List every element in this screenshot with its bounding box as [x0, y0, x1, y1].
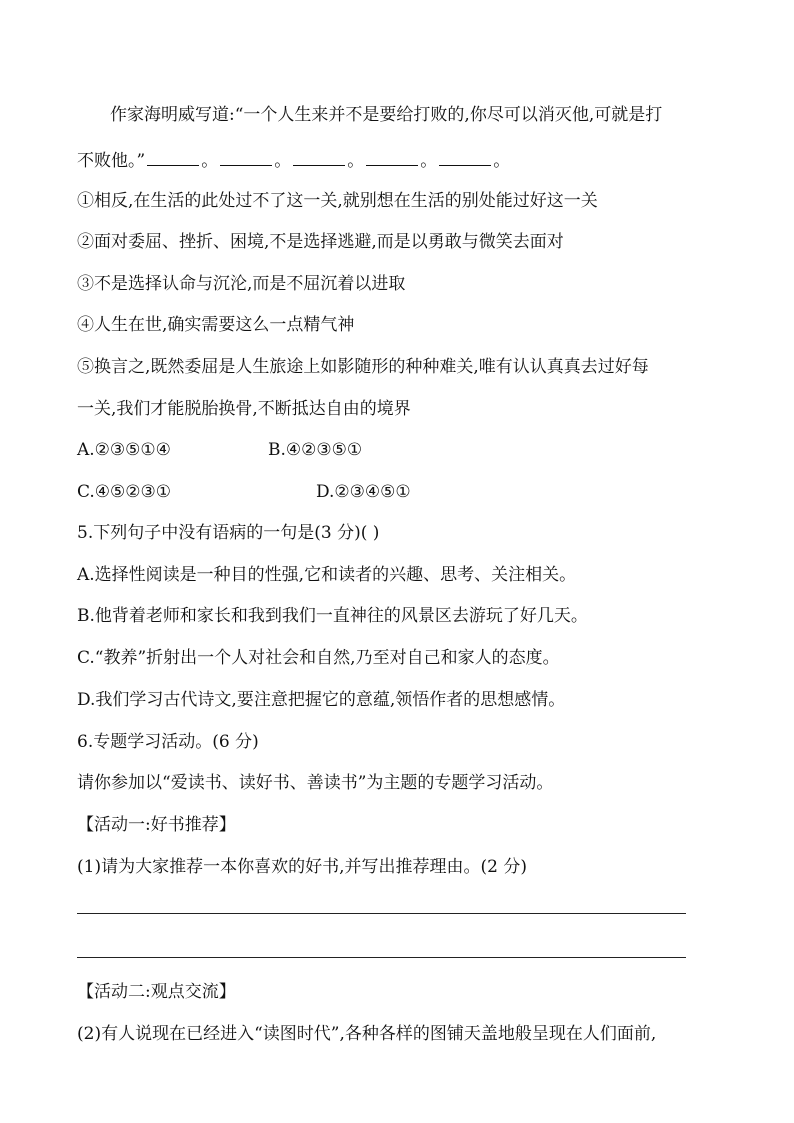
answer-blank-2[interactable] [220, 151, 272, 166]
q6-sub2: (2)有人说现在已经进入“读图时代”,各种各样的图铺天盖地般呈现在人们面前, [77, 1024, 657, 1044]
answer-blank-1[interactable] [147, 151, 199, 166]
q5-title: 5.下列句子中没有语病的一句是(3 分)( ) [77, 523, 380, 543]
answer-blank-4[interactable] [366, 151, 418, 166]
q4-option-5-line2: 一关,我们才能脱胎换骨,不断抵达自由的境界 [77, 399, 411, 419]
answer-line-1[interactable] [77, 913, 686, 914]
q4-option-3: ③不是选择认命与沉沦,而是不屈沉着以进取 [77, 274, 406, 294]
q4-option-1: ①相反,在生活的此处过不了这一关,就别想在生活的别处能过好这一关 [77, 191, 598, 211]
blank-separator: 。 [493, 151, 511, 171]
q6-title: 6.专题学习活动。(6 分) [77, 732, 259, 752]
q4-stem-text: 不败他。” [77, 151, 146, 171]
q4-choice-a[interactable]: A.②③⑤①④ [77, 440, 171, 460]
q6-activity1-heading: 【活动一:好书推荐】 [77, 815, 236, 835]
answer-blank-3[interactable] [293, 151, 345, 166]
q4-option-4: ④人生在世,确实需要这么一点精气神 [77, 315, 355, 335]
blank-separator: 。 [201, 151, 219, 171]
q5-choice-c[interactable]: C.“教养”折射出一个人对社会和自然,乃至对自己和家人的态度。 [77, 648, 560, 668]
q5-choice-a[interactable]: A.选择性阅读是一种目的性强,它和读者的兴趣、思考、关注相关。 [77, 565, 577, 585]
blank-separator: 。 [420, 151, 438, 171]
q4-stem-line1: 作家海明威写道:“一个人生来并不是要给打败的,你尽可以消灭他,可就是打 [110, 105, 663, 125]
blank-separator: 。 [274, 151, 292, 171]
q6-activity2-heading: 【活动二:观点交流】 [77, 982, 236, 1002]
answer-line-2[interactable] [77, 957, 686, 958]
q5-choice-d[interactable]: D.我们学习古代诗文,要注意把握它的意蕴,领悟作者的思想感情。 [77, 690, 566, 710]
blank-separator: 。 [347, 151, 365, 171]
q5-choice-b[interactable]: B.他背着老师和家长和我到我们一直神往的风景区去游玩了好几天。 [77, 606, 588, 626]
q4-choice-b[interactable]: B.④②③⑤① [268, 440, 363, 460]
q4-choice-d[interactable]: D.②③④⑤① [316, 482, 411, 502]
q4-option-2: ②面对委屈、挫折、困境,不是选择逃避,而是以勇敢与微笑去面对 [77, 232, 564, 252]
q4-stem-line2 [77, 150, 510, 172]
q6-intro: 请你参加以“爱读书、读好书、善读书”为主题的专题学习活动。 [77, 773, 554, 793]
q4-choice-c[interactable]: C.④⑤②③① [77, 482, 172, 502]
answer-blank-5[interactable] [439, 151, 491, 166]
q6-sub1: (1)请为大家推荐一本你喜欢的好书,并写出推荐理由。(2 分) [77, 857, 527, 877]
q4-option-5-line1: ⑤换言之,既然委屈是人生旅途上如影随形的种种难关,唯有认认真真去过好每 [77, 357, 649, 377]
